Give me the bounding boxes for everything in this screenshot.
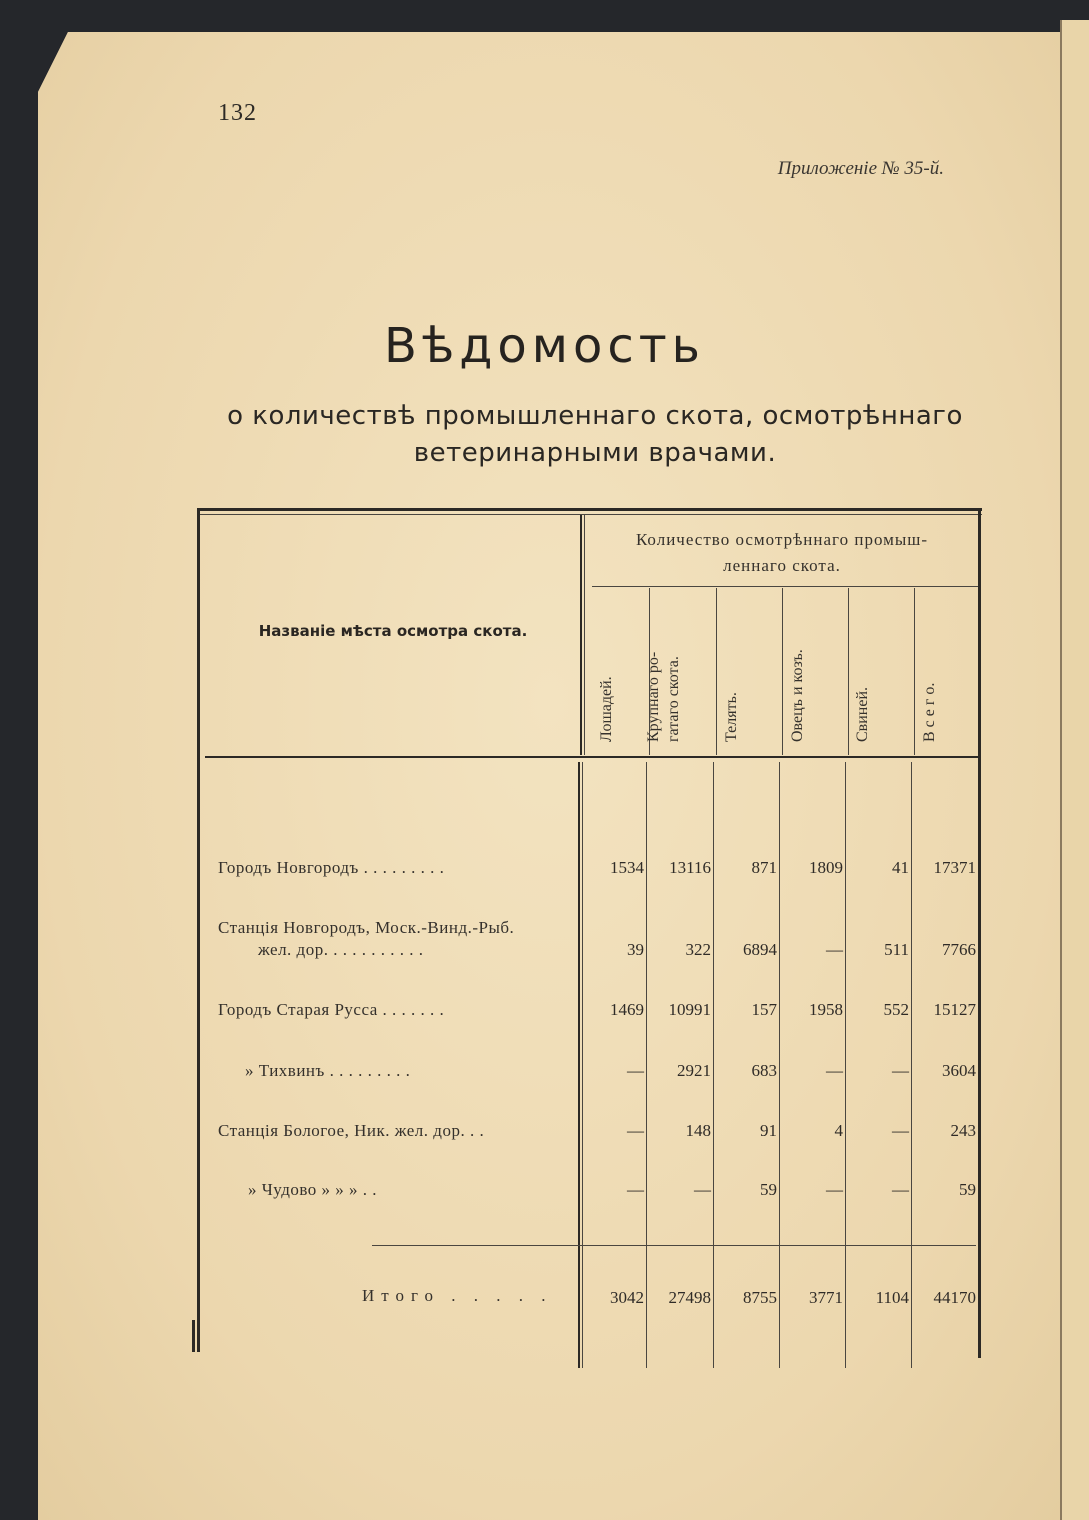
table-cell: 41: [892, 858, 909, 877]
name-column-header: Названіе мѣста осмотра скота.: [258, 622, 528, 640]
appendix-label: Приложеніе № 35-й.: [777, 158, 944, 179]
table-cell: —: [627, 1121, 644, 1140]
row-label: Станція Бологое, Ник. жел. дор. . .: [218, 1121, 485, 1140]
table-cell: 13116: [669, 858, 711, 877]
table-cell: 148: [685, 1121, 711, 1140]
table-cell: 27498: [668, 1288, 711, 1307]
table-cell: 1809: [809, 858, 843, 877]
group-header-rule: [592, 586, 978, 587]
table-cell: 552: [883, 1000, 909, 1019]
table-cell: 683: [751, 1061, 777, 1080]
table-cell: 39: [627, 940, 644, 959]
table-cell: —: [826, 940, 843, 959]
row-label: » Тихвинъ . . . . . . . . .: [245, 1061, 411, 1080]
table-cell: —: [627, 1061, 644, 1080]
table-right-border: [978, 508, 981, 1358]
body-col-sep: [845, 762, 846, 1368]
table-cell: 3771: [809, 1288, 843, 1307]
table-cell: 8755: [743, 1288, 777, 1307]
table-cell: 7766: [942, 940, 976, 959]
subtitle-line-1: о количествѣ промышленнаго скота, осмотрѣннаго: [227, 401, 963, 431]
group-header-line-2: леннаго скота.: [723, 556, 841, 575]
table-cell: 1534: [610, 858, 644, 877]
name-column-separator-thin: [584, 515, 585, 755]
row-label: Станція Новгородъ, Моск.-Винд.-Рыб.: [218, 918, 515, 937]
table-cell: 511: [884, 940, 909, 959]
table-cell: 15127: [933, 1000, 976, 1019]
header-col-sep: [914, 588, 915, 755]
body-col-sep: [713, 762, 714, 1368]
total-label: Итого . . . . .: [362, 1286, 553, 1305]
page-number: 132: [218, 100, 257, 126]
table-cell: 1104: [875, 1288, 909, 1307]
table-left-border: [197, 508, 200, 1352]
table-cell: —: [892, 1180, 909, 1199]
col-header-label: гатаго скота.: [665, 656, 682, 742]
table-cell: 3042: [610, 1288, 644, 1307]
table-cell: 243: [950, 1121, 976, 1140]
subtitle-line-2: ветеринарными врачами.: [413, 438, 777, 468]
table-left-border-bottom: [192, 1320, 195, 1352]
body-col-sep: [578, 762, 580, 1368]
table-cell: —: [627, 1180, 644, 1199]
group-header: [588, 527, 976, 579]
group-header-line-1: Количество осмотрѣннаго промыш-: [635, 530, 929, 549]
table-cell: 3604: [942, 1061, 976, 1080]
table-cell: 91: [760, 1121, 777, 1140]
row-label: Городъ Старая Русса . . . . . . .: [218, 1000, 445, 1019]
row-label: » Чудово » » » . .: [248, 1180, 378, 1199]
body-col-sep: [779, 762, 780, 1368]
table-cell: —: [892, 1121, 909, 1140]
col-header-label: Крупнаго ро-: [645, 651, 662, 742]
header-col-sep: [848, 588, 849, 755]
col-header-label: Лошадей.: [598, 676, 615, 742]
table-cell: 17371: [933, 858, 976, 877]
table-cell: 2921: [677, 1061, 711, 1080]
table-cell: 322: [685, 940, 711, 959]
header-col-sep: [716, 588, 717, 755]
table-cell: 4: [834, 1121, 843, 1140]
document-title: Вѣдомость: [384, 318, 705, 374]
table-top-rule: [198, 508, 982, 511]
next-page-edge: [1060, 20, 1089, 1520]
table-cell: 59: [760, 1180, 777, 1199]
table-cell: —: [892, 1061, 909, 1080]
table-cell: 1958: [809, 1000, 843, 1019]
total-rule: [372, 1245, 976, 1246]
table-cell: 10991: [668, 1000, 711, 1019]
table-cell: 157: [751, 1000, 777, 1019]
body-col-sep: [646, 762, 647, 1368]
document-subtitle: [150, 398, 1040, 472]
table-cell: 44170: [933, 1288, 976, 1307]
table-cell: —: [826, 1061, 843, 1080]
table-cell: 59: [959, 1180, 976, 1199]
body-col-sep: [582, 762, 583, 1368]
row-label: Городъ Новгородъ . . . . . . . . .: [218, 858, 445, 877]
table-cell: 1469: [610, 1000, 644, 1019]
col-header-label: Овецъ и козъ.: [789, 649, 806, 742]
table-cell: —: [826, 1180, 843, 1199]
body-col-sep: [911, 762, 912, 1368]
col-header-label: Телять.: [723, 692, 740, 742]
row-label-line2: жел. дор. . . . . . . . . . .: [258, 940, 424, 959]
col-header-label: В с е г о.: [921, 682, 938, 742]
table-cell: —: [694, 1180, 711, 1199]
table-top-rule-thin: [198, 514, 982, 515]
header-bottom-rule: [205, 756, 978, 758]
table-cell: 6894: [743, 940, 777, 959]
header-col-sep: [782, 588, 783, 755]
col-header-label: Свиней.: [854, 686, 871, 742]
table-cell: 871: [751, 858, 777, 877]
